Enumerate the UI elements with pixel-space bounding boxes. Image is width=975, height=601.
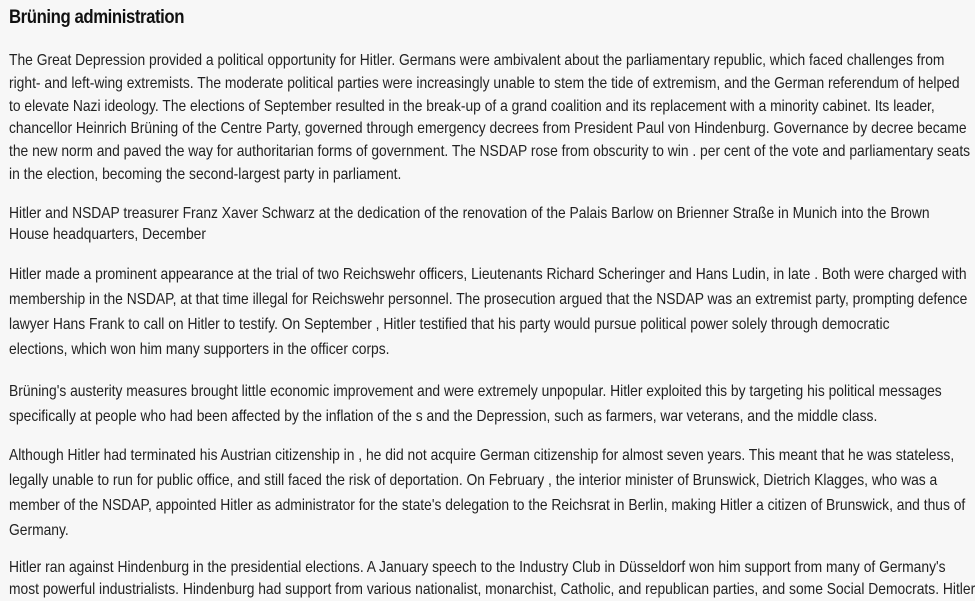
text-line: to elevate Nazi ideology. The elections of September resulted in the break-up of a grand coalition and its replacement with a minority cabinet. Its leader, <box>9 97 935 115</box>
text-line: Brüning's austerity measures brought little economic improvement and were extremely unpopular. Hitler exploited this by targeting his political messages <box>9 382 942 400</box>
image-caption <box>9 203 930 245</box>
paragraph-austerity <box>9 379 942 429</box>
text-line: Germany. <box>9 521 69 539</box>
text-line: Hitler and NSDAP treasurer Franz Xaver Schwarz at the dedication of the renovation of the Palais Barlow on Brienner Straße in Munich into the Brown <box>9 204 930 222</box>
text-line: The Great Depression provided a political opportunity for Hitler. Germans were ambivalent about the parliamentary republic, which faced challenges from <box>9 52 945 69</box>
text-line: chancellor Heinrich Brüning of the Centre Party, governed through emergency decrees from President Paul von Hindenburg. Governance by decree became <box>9 120 967 138</box>
text-line: membership in the NSDAP, at that time illegal for Reichswehr personnel. The prosecution argued that the NSDAP was an extremist party, prompting defence <box>9 290 968 308</box>
section-heading: Brüning administration <box>9 6 185 28</box>
paragraph-presidential-elections <box>9 557 975 601</box>
text-line: member of the NSDAP, appointed Hitler as administrator for the state's delegation to the Reichsrat in Berlin, making Hitler a citizen of Brunswick, and thus of <box>9 496 966 514</box>
paragraph-citizenship <box>9 443 966 543</box>
text-line: Although Hitler had terminated his Austrian citizenship in , he did not acquire German citizenship for almost seven years. This meant that he was stateless, <box>9 446 955 464</box>
text-line: specifically at people who had been affected by the inflation of the s and the Depression, such as farmers, war veterans, and the middle class. <box>9 407 878 425</box>
text-line: most powerful industrialists. Hindenburg had support from various nationalist, monarchist, Catholic, and republican parties, and some Social Democrats. Hitler <box>9 580 975 598</box>
paragraph-reichswehr-trial <box>9 262 968 362</box>
text-line: Hitler ran against Hindenburg in the presidential elections. A January speech to the Industry Club in Düsseldorf won him support from many of Germany's <box>9 558 946 576</box>
text-line: elections, which won him many supporters in the officer corps. <box>9 340 390 358</box>
article-page <box>0 5 975 598</box>
text-line: House headquarters, December <box>9 225 206 243</box>
text-line: lawyer Hans Frank to call on Hitler to testify. On September , Hitler testified that his party would pursue political power solely through democratic <box>9 315 890 333</box>
text-line: the new norm and paved the way for authoritarian forms of government. The NSDAP rose from obscurity to win . per cent of the vote and parliamentary seats <box>9 143 971 161</box>
paragraph-great-depression <box>9 50 971 187</box>
text-line: Hitler made a prominent appearance at the trial of two Reichswehr officers, Lieutenants Richard Scheringer and Hans Ludin, in late . Both were charged with <box>9 265 967 283</box>
text-line: right- and left-wing extremists. The moderate political parties were increasingly unable to stem the tide of extremism, and the German referendum of helped <box>9 74 960 92</box>
text-line: legally unable to run for public office, and still faced the risk of deportation. On February , the interior minister of Brunswick, Dietrich Klagges, who was a <box>9 471 938 489</box>
text-line: in the election, becoming the second-largest party in parliament. <box>9 165 402 183</box>
